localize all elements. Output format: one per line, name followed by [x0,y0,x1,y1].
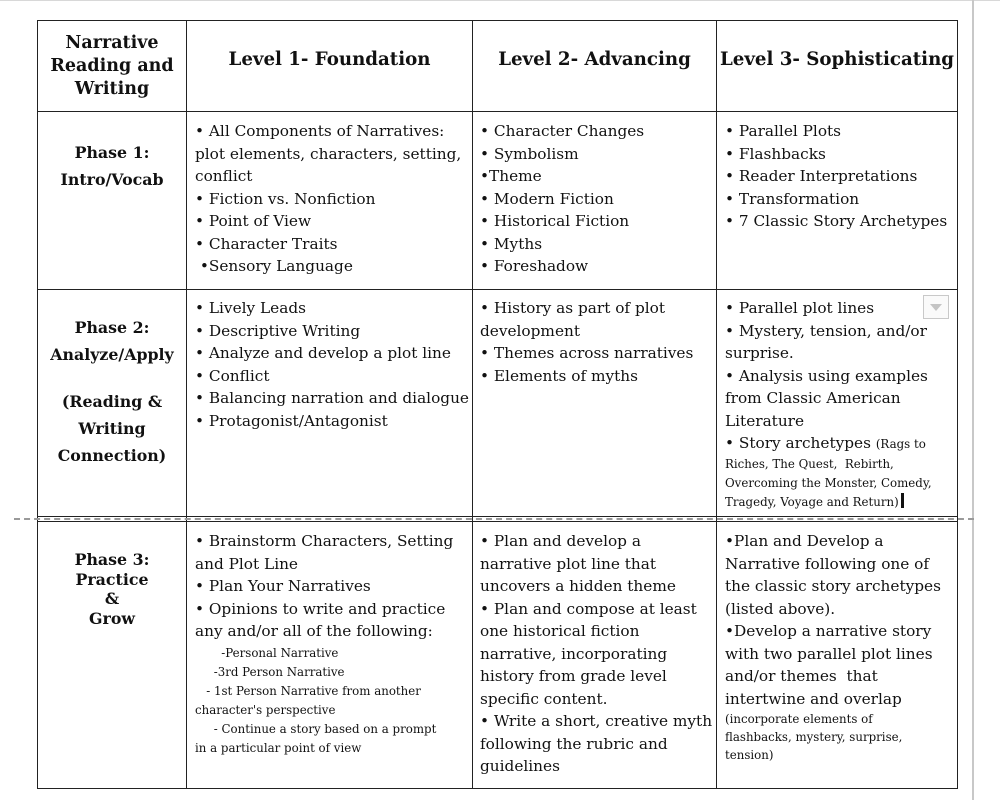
phase3-label-line: & [104,589,120,608]
list-item: following the rubric and [480,734,668,753]
header-level3: Level 3- Sophisticating [719,48,955,70]
list-item: • Parallel Plots [725,122,842,140]
phase3-level2-cell [480,530,714,778]
list-item: • Plan and compose at least [480,599,697,618]
list-item: one historical fiction [480,622,640,640]
archetype-note: (Rags to [875,437,926,451]
list-item: • Character Traits [195,234,338,253]
list-item: -3rd Person Narrative [195,664,345,679]
phase1-level3-cell [725,120,955,233]
list-item: • Opinions to write and practice [195,599,446,618]
phase1-label-line: Intro/Vocab [60,170,164,189]
list-item: • Brainstorm Characters, Setting [195,532,454,550]
list-item: character's perspective [195,702,336,717]
list-item: • Conflict [195,366,270,385]
archetype-note: Overcoming the Monster, Comedy, [725,475,932,490]
list-item [725,432,955,455]
list-item: • Write a short, creative myth [480,712,713,730]
phase2-label-line: Phase 2: [74,318,150,337]
list-item: narrative plot line that [480,554,657,573]
phase3-label-cell [38,550,186,628]
list-item: • Mystery, tension, and/or [725,321,927,340]
archetype-note: Riches, The Quest, Rebirth, [725,456,894,471]
phase2-label-line: (Reading & [61,392,163,411]
list-item: • Elements of myths [480,366,638,385]
phase3-level3-cell [725,530,955,764]
list-item: (listed above). [725,599,836,618]
list-item: •Theme [480,167,542,185]
list-item: • Lively Leads [195,299,306,317]
chevron-down-icon-shape [929,303,943,312]
list-item: • Plan and develop a [480,532,641,550]
list-item: -Personal Narrative [195,645,339,660]
list-item: • Modern Fiction [480,189,614,208]
phase2-label-line: Connection) [57,446,167,465]
list-item: • Transformation [725,189,860,208]
story-archetypes-label: • Story archetypes [725,434,871,452]
list-item: Literature [725,411,805,430]
phase3-label-line: Practice [75,569,149,589]
list-item: history from grade level [480,667,667,685]
page-break-line [14,518,974,520]
phase3-label-line: Grow [89,608,135,628]
list-item: • Flashbacks [725,144,826,163]
header-corner-cell [38,21,186,111]
header-level3-cell [717,21,957,99]
phase1-level2-cell [480,120,714,278]
archetype-note-text: Tragedy, Voyage and Return) [725,494,899,509]
list-item: (incorporate elements of [725,712,873,726]
list-item: with two parallel plot lines [725,644,933,663]
list-item: uncovers a hidden theme [480,577,676,595]
list-item: tension) [725,748,774,762]
header-corner-line: Reading and [50,55,174,76]
archetype-note [725,493,955,512]
list-item: • Balancing narration and dialogue [195,389,469,407]
list-item: • Parallel plot lines [725,299,875,317]
list-item: flashbacks, mystery, surprise, [725,730,903,744]
phase2-level2-cell [480,297,714,387]
phase2-level3-cell [725,297,955,512]
phase2-level1-cell [195,297,470,432]
list-item: •Sensory Language [195,257,353,275]
text-cursor-icon [901,493,904,508]
list-item: conflict [195,167,253,185]
list-item: from Classic American [725,389,901,407]
list-item: intertwine and overlap [725,689,902,708]
chevron-down-icon[interactable] [923,295,949,319]
list-item: • Descriptive Writing [195,321,361,340]
phase3-label-line: Phase 3: [74,550,150,569]
list-item: • Point of View [195,212,312,230]
header-corner-line: Writing [74,78,150,99]
list-item: • Plan Your Narratives [195,577,371,595]
phase1-label-cell [38,139,186,193]
list-item: • Symbolism [480,144,579,163]
list-item: • Foreshadow [480,257,589,275]
header-corner-line: Narrative [65,32,159,53]
list-item: • All Components of Narratives: [195,122,445,140]
list-item: • Myths [480,234,543,253]
phase1-level1-cell [195,120,470,278]
list-item: •Develop a narrative story [725,622,932,640]
list-item: narrative, incorporating [480,644,668,663]
list-item: Narrative following one of [725,554,930,573]
phase2-label-line: Analyze/Apply [50,345,174,364]
header-level2-cell [473,21,716,99]
list-item: • 7 Classic Story Archetypes [725,212,948,230]
phase2-label-line: Writing [78,419,146,438]
list-item: • Themes across narratives [480,344,694,362]
list-item: • Protagonist/Antagonist [195,411,388,430]
list-item: • Historical Fiction [480,212,630,230]
list-item: and/or themes that [725,667,878,685]
list-item: - 1st Person Narrative from another [195,683,421,698]
header-level1: Level 1- Foundation [228,48,431,70]
phase3-level1-cell [195,530,470,758]
list-item: specific content. [480,689,608,708]
list-item: development [480,321,580,340]
list-item: •Plan and Develop a [725,532,884,550]
list-item: any and/or all of the following: [195,622,433,640]
list-item: and Plot Line [195,554,298,573]
list-item: • Analysis using examples [725,366,928,385]
list-item: guidelines [480,757,560,775]
list-item: the classic story archetypes [725,577,941,595]
phase2-label-cell [38,314,186,469]
list-item: in a particular point of view [195,740,362,755]
list-item: • History as part of plot [480,299,665,317]
header-level1-cell [187,21,472,99]
list-item: • Fiction vs. Nonfiction [195,189,376,208]
list-item: - Continue a story based on a prompt [195,721,437,736]
phase1-label-line: Phase 1: [74,143,150,162]
list-item: • Character Changes [480,122,645,140]
header-level2: Level 2- Advancing [498,48,691,70]
list-item: plot elements, characters, setting, [195,144,462,163]
list-item: surprise. [725,344,794,362]
list-item: • Analyze and develop a plot line [195,344,451,362]
list-item: • Reader Interpretations [725,167,918,185]
